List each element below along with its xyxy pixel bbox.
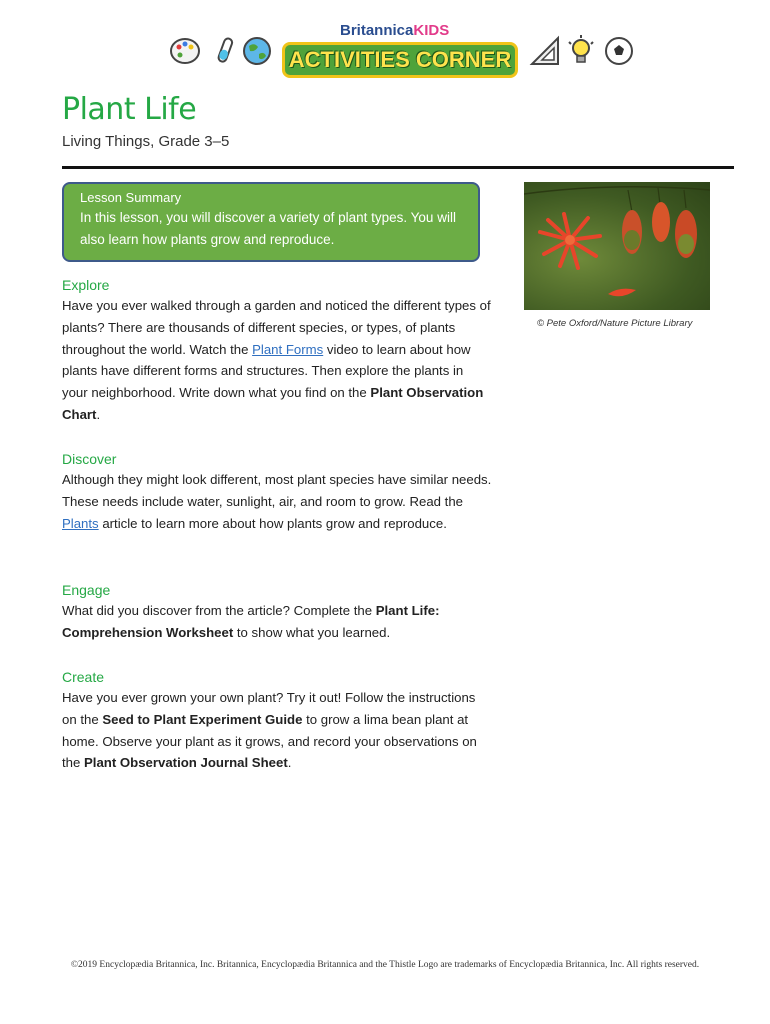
discover-text: [62, 469, 492, 534]
passion-flower-image: [524, 182, 710, 310]
palette-icon: [168, 34, 202, 68]
kids-wordmark: KIDS: [413, 22, 450, 39]
create-text-part: .: [287, 755, 292, 771]
lesson-summary-text: In this lesson, you will discover a variety of plant types. You will also learn how plants grow and reproduce.: [80, 210, 456, 247]
create-section: [62, 669, 492, 774]
plant-observation-chart-label: Plant Observation Chart: [62, 385, 484, 422]
comprehension-worksheet-label: Plant Life: Comprehension Worksheet: [62, 603, 440, 640]
plant-observation-journal-label: Plant Observation Journal Sheet: [84, 755, 288, 771]
engage-text-part: to show what you learned.: [233, 624, 391, 640]
test-tube-icon: [208, 34, 242, 68]
engage-heading: Engage: [62, 582, 111, 598]
soccer-ball-icon: [602, 34, 636, 68]
flower-photo: [524, 182, 710, 310]
plants-article-link[interactable]: Plants: [62, 515, 99, 531]
explore-text: [62, 295, 492, 426]
photo-credit: © Pete Oxford/Nature Picture Library: [537, 318, 693, 329]
create-heading: Create: [62, 669, 105, 685]
create-text-part: to grow a lima bean plant at home. Observe your plant as it grows, and record your observations on the: [62, 711, 477, 771]
create-text-part: Have you ever grown your own plant? Try it out! Follow the instructions on the: [62, 690, 476, 727]
engage-section: [62, 582, 492, 644]
seed-to-plant-guide-label: Seed to Plant Experiment Guide: [102, 711, 303, 727]
engage-text-part: What did you discover from the article? Complete the: [62, 603, 376, 618]
discover-text-part: article to learn more about how plants grow and reproduce.: [98, 515, 447, 531]
copyright-footer: ©2019 Encyclopædia Britannica, Inc. Britannica, Encyclopædia Britannica and the Thistle Logo are trademarks of Encyclopædia Britannica, Inc. All rights reserved.: [70, 960, 700, 970]
discover-section: [62, 451, 492, 534]
discover-text-part: Although they might look different, most plant species have similar needs. These needs include water, sunlight, air, and room to grow. Read the: [62, 472, 492, 509]
lesson-summary-heading: Lesson Summary: [80, 190, 182, 205]
engage-text: [62, 600, 492, 644]
britannica-wordmark: Britannica: [340, 22, 414, 39]
page-title: Plant Life: [62, 92, 197, 127]
globe-icon: [240, 34, 274, 68]
explore-text-part: .: [96, 406, 101, 422]
activities-corner-logo: ACTIVITIES CORNER: [282, 42, 518, 78]
discover-heading: Discover: [62, 451, 117, 467]
explore-heading: Explore: [62, 277, 110, 293]
explore-text-part: video to learn about how plants have different forms and structures. Then explore the plants in your neighborhood. Write down what you find on the: [62, 341, 471, 401]
create-text: [62, 687, 492, 774]
explore-text-part: Have you ever walked through a garden and noticed the different types of plants? There are thousands of different species, or types, of plants throughout the world. Watch the: [62, 298, 491, 357]
lesson-summary-box: [62, 182, 480, 262]
ruler-triangle-icon: [528, 34, 562, 68]
header-divider: [62, 166, 734, 169]
page-subtitle: Living Things, Grade 3–5: [62, 133, 230, 150]
britannica-kids-logo: [340, 22, 449, 39]
plant-forms-link[interactable]: Plant Forms: [252, 341, 324, 357]
lightbulb-icon: [564, 34, 598, 68]
explore-section: [62, 277, 492, 426]
